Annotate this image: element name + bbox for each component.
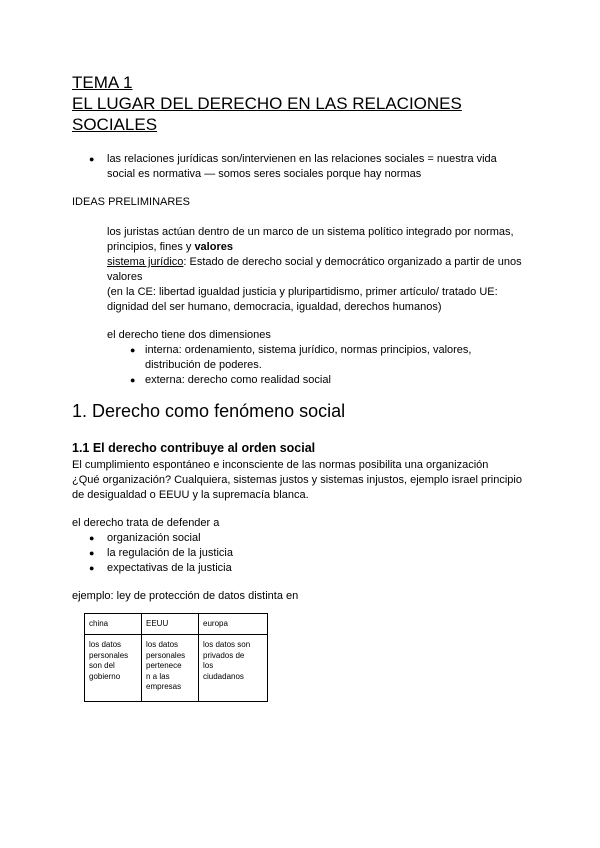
bullet-glyph: ● xyxy=(89,563,95,573)
dimension-interna-line-1: interna: ordenamiento, sistema jurídico, normas principios, valores, xyxy=(145,344,472,356)
table-cell xyxy=(199,635,268,702)
cell-line: personales xyxy=(146,650,186,660)
valores-bold: valores xyxy=(194,241,233,253)
table-cell xyxy=(142,635,199,702)
section-1-1-heading: 1.1 El derecho contribuye al orden social xyxy=(72,441,316,455)
ce-line-1: (en la CE: libertad igualdad justicia y pluripartidismo, primer artículo/ tratado UE: xyxy=(107,286,498,298)
table-header-cell: EEUU xyxy=(142,614,199,635)
cell-line: gobierno xyxy=(89,671,121,681)
dimensions-intro: el derecho tiene dos dimensiones xyxy=(107,329,271,341)
cell-line: ciudadanos xyxy=(203,671,244,681)
bullet-glyph: ● xyxy=(130,375,136,385)
ideas-p1-line-1: los juristas actúan dentro de un marco de un sistema político integrado por normas, xyxy=(107,226,514,238)
table-cell xyxy=(85,635,142,702)
sistema-juridico-label: sistema jurídico xyxy=(107,256,184,268)
defend-intro: el derecho trata de defender a xyxy=(72,517,220,529)
page-title-line-3: SOCIALES xyxy=(72,115,158,134)
comparison-table xyxy=(84,613,268,702)
defend-item: expectativas de la justicia xyxy=(107,562,232,574)
cell-line: privados de xyxy=(203,650,245,660)
cell-line: empresas xyxy=(146,682,182,691)
ideas-heading: IDEAS PRELIMINARES xyxy=(72,196,190,208)
sistema-juridico-text: : Estado de derecho social y democrático organizado a partir de unos xyxy=(183,256,522,268)
section-text-line-1: El cumplimiento espontáneo e inconsciente de las normas posibilita una organización xyxy=(72,459,489,471)
table-header-cell: europa xyxy=(199,614,268,635)
intro-text-line-2: social es normativa — somos seres sociales porque hay normas xyxy=(107,168,422,180)
intro-text-line-1: las relaciones jurídicas son/intervienen en las relaciones sociales = nuestra vida xyxy=(107,153,497,165)
bullet-glyph: ● xyxy=(89,533,95,543)
sistema-line-2: valores xyxy=(107,271,143,283)
cell-line: pertenece xyxy=(146,661,182,670)
ideas-p1-line-2-text: principios, fines y xyxy=(107,241,195,253)
defend-item: organización social xyxy=(107,532,201,544)
cell-line: personales xyxy=(89,650,129,660)
table-header-cell: china xyxy=(85,614,142,635)
dimension-interna-line-2: distribución de poderes. xyxy=(145,359,262,371)
bullet-glyph: ● xyxy=(130,345,136,355)
section-text-line-3: de desigualdad o EEUU y la supremacía blanca. xyxy=(72,489,309,501)
defend-item: la regulación de la justicia xyxy=(107,547,233,559)
table-row xyxy=(85,635,268,702)
bullet-glyph: ● xyxy=(89,548,95,558)
cell-line: son del xyxy=(89,661,115,670)
cell-line: los datos xyxy=(146,640,179,649)
example-intro: ejemplo: ley de protección de datos distinta en xyxy=(72,590,299,602)
bullet-glyph: ● xyxy=(89,154,95,164)
dimension-externa: externa: derecho como realidad social xyxy=(145,374,331,386)
ce-line-2: dignidad del ser humano, democracia, igualdad, derechos humanos) xyxy=(107,301,442,313)
cell-line: los xyxy=(203,661,214,670)
ideas-p1-line-2 xyxy=(107,240,233,255)
cell-line: n a las xyxy=(146,671,170,681)
section-1-heading: 1. Derecho como fenómeno social xyxy=(72,401,346,421)
cell-line: los datos xyxy=(89,640,122,649)
sistema-line-1 xyxy=(107,255,522,270)
table-header-row xyxy=(85,614,268,635)
cell-line: los datos son xyxy=(203,640,251,649)
page-title-line-1: TEMA 1 xyxy=(72,73,133,92)
page-title-line-2: EL LUGAR DEL DERECHO EN LAS RELACIONES xyxy=(72,94,462,113)
section-text-line-2: ¿Qué organización? Cualquiera, sistemas justos y sistemas injustos, ejemplo israel principio xyxy=(72,474,522,486)
